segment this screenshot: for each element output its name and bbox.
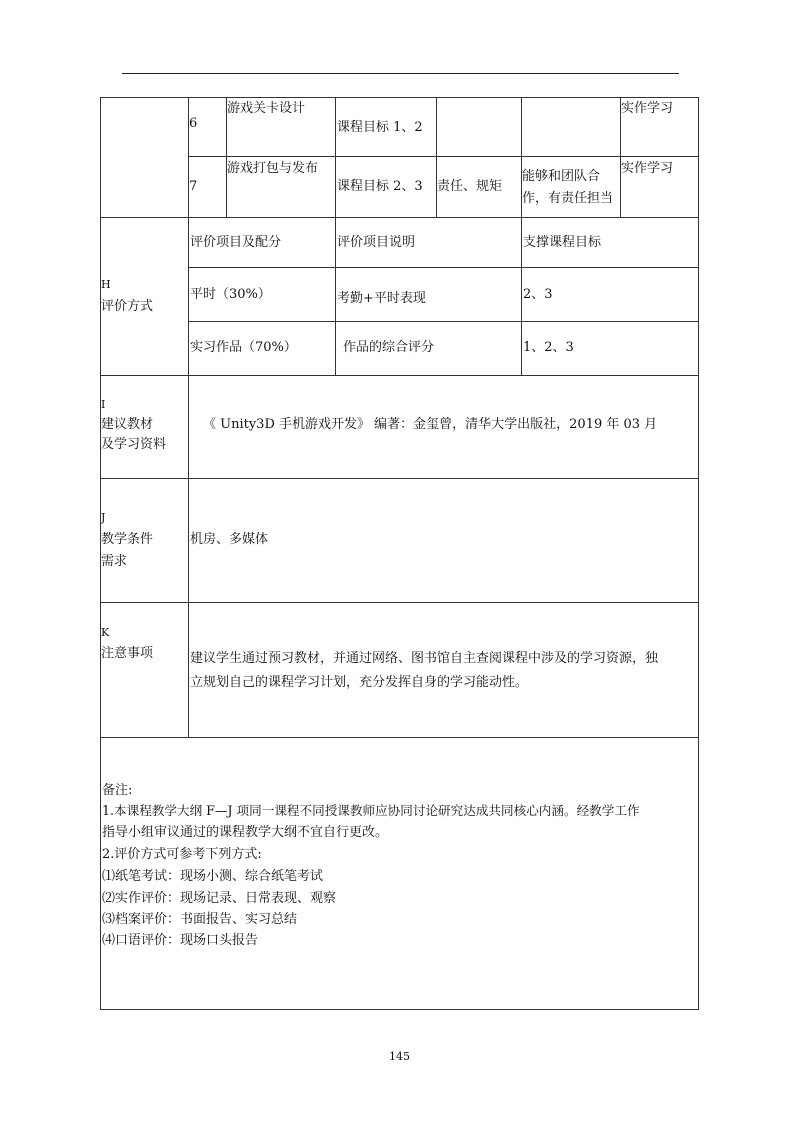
row-divider — [100, 375, 699, 376]
section-code-h: H — [101, 278, 111, 291]
eval-item: 平时（30%） — [190, 287, 271, 302]
section-code-k: K — [101, 626, 110, 639]
section-label-conditions-2: 需求 — [101, 554, 128, 569]
row-method: 实作学习 — [621, 101, 674, 116]
table-border-top — [100, 97, 699, 98]
row-divider — [100, 737, 699, 738]
section-label-textbook: 建议教材 — [101, 417, 154, 432]
eval-goal: 2、3 — [523, 287, 553, 302]
section-label-textbook-2: 及学习资料 — [101, 437, 167, 452]
eval-desc: 考勤+平时表现 — [337, 291, 426, 306]
section-label-evaluation: 评价方式 — [101, 299, 154, 314]
row-objective: 课程目标 2、3 — [337, 179, 423, 194]
eval-item: 实习作品（70%） — [190, 340, 297, 355]
row-desc-line2: 作，有责任担当 — [522, 191, 614, 206]
row-number: 7 — [189, 179, 198, 194]
remarks-line: ⑷口语评价：现场口头报告 — [102, 933, 259, 948]
col-divider — [335, 97, 336, 375]
row-method: 实作学习 — [621, 161, 674, 176]
eval-header-desc: 评价项目说明 — [337, 235, 416, 250]
row-objective: 课程目标 1、2 — [337, 120, 423, 135]
table-border-bottom — [100, 1009, 699, 1010]
col-divider — [521, 97, 522, 375]
section-label-notes: 注意事项 — [101, 646, 154, 661]
row-divider — [100, 478, 699, 479]
row-divider — [188, 156, 699, 157]
conditions-content: 机房、多媒体 — [190, 532, 269, 547]
textbook-content: 《 Unity3D 手机游戏开发》 编著：金玺曾，清华大学出版社，2019 年 03 月 — [203, 417, 658, 432]
section-label-conditions: 教学条件 — [101, 532, 154, 547]
remarks-line: 指导小组审议通过的课程教学大纲不宜自行更改。 — [102, 825, 389, 840]
section-code-i: I — [101, 398, 106, 411]
eval-header-item: 评价项目及配分 — [190, 235, 282, 250]
row-divider — [188, 321, 699, 322]
notes-content-line2: 立规划自己的课程学习计划，充分发挥自身的学习能动性。 — [190, 675, 529, 690]
remarks-title: 备注: — [102, 783, 133, 798]
table-border-right — [698, 97, 699, 1010]
col-divider — [436, 97, 437, 217]
remarks-line: 1.本课程教学大纲 F—J 项同一课程不同授课教师应协同讨论研究达成共同核心内涵。经教学工作 — [102, 803, 640, 818]
row-quality: 责任、规矩 — [437, 179, 503, 194]
eval-desc: 作品的综合评分 — [343, 340, 435, 355]
row-divider — [188, 267, 699, 268]
notes-content-line1: 建议学生通过预习教材，并通过网络、图书馆自主查阅课程中涉及的学习资源，独 — [190, 651, 659, 666]
row-content: 游戏打包与发布 — [227, 161, 319, 176]
row-content: 游戏关卡设计 — [227, 101, 306, 116]
eval-goal: 1、2、3 — [523, 340, 574, 355]
eval-header-goal: 支撑课程目标 — [523, 235, 602, 250]
remarks-line: ⑵实作评价：现场记录、日常表现、观察 — [102, 891, 337, 906]
remarks-line: ⑴纸笔考试：现场小测、综合纸笔考试 — [102, 869, 324, 884]
row-divider — [100, 217, 699, 218]
row-number: 6 — [189, 116, 198, 131]
page-number: 145 — [389, 1050, 410, 1063]
syllabus-table — [100, 97, 699, 1010]
row-divider — [100, 602, 699, 603]
header-rule — [122, 73, 679, 74]
remarks-line: 2.评价方式可参考下列方式: — [102, 847, 262, 862]
remarks-line: ⑶档案评价：书面报告、实习总结 — [102, 912, 298, 927]
row-desc-line1: 能够和团队合 — [522, 169, 601, 184]
section-code-j: J — [101, 511, 106, 524]
